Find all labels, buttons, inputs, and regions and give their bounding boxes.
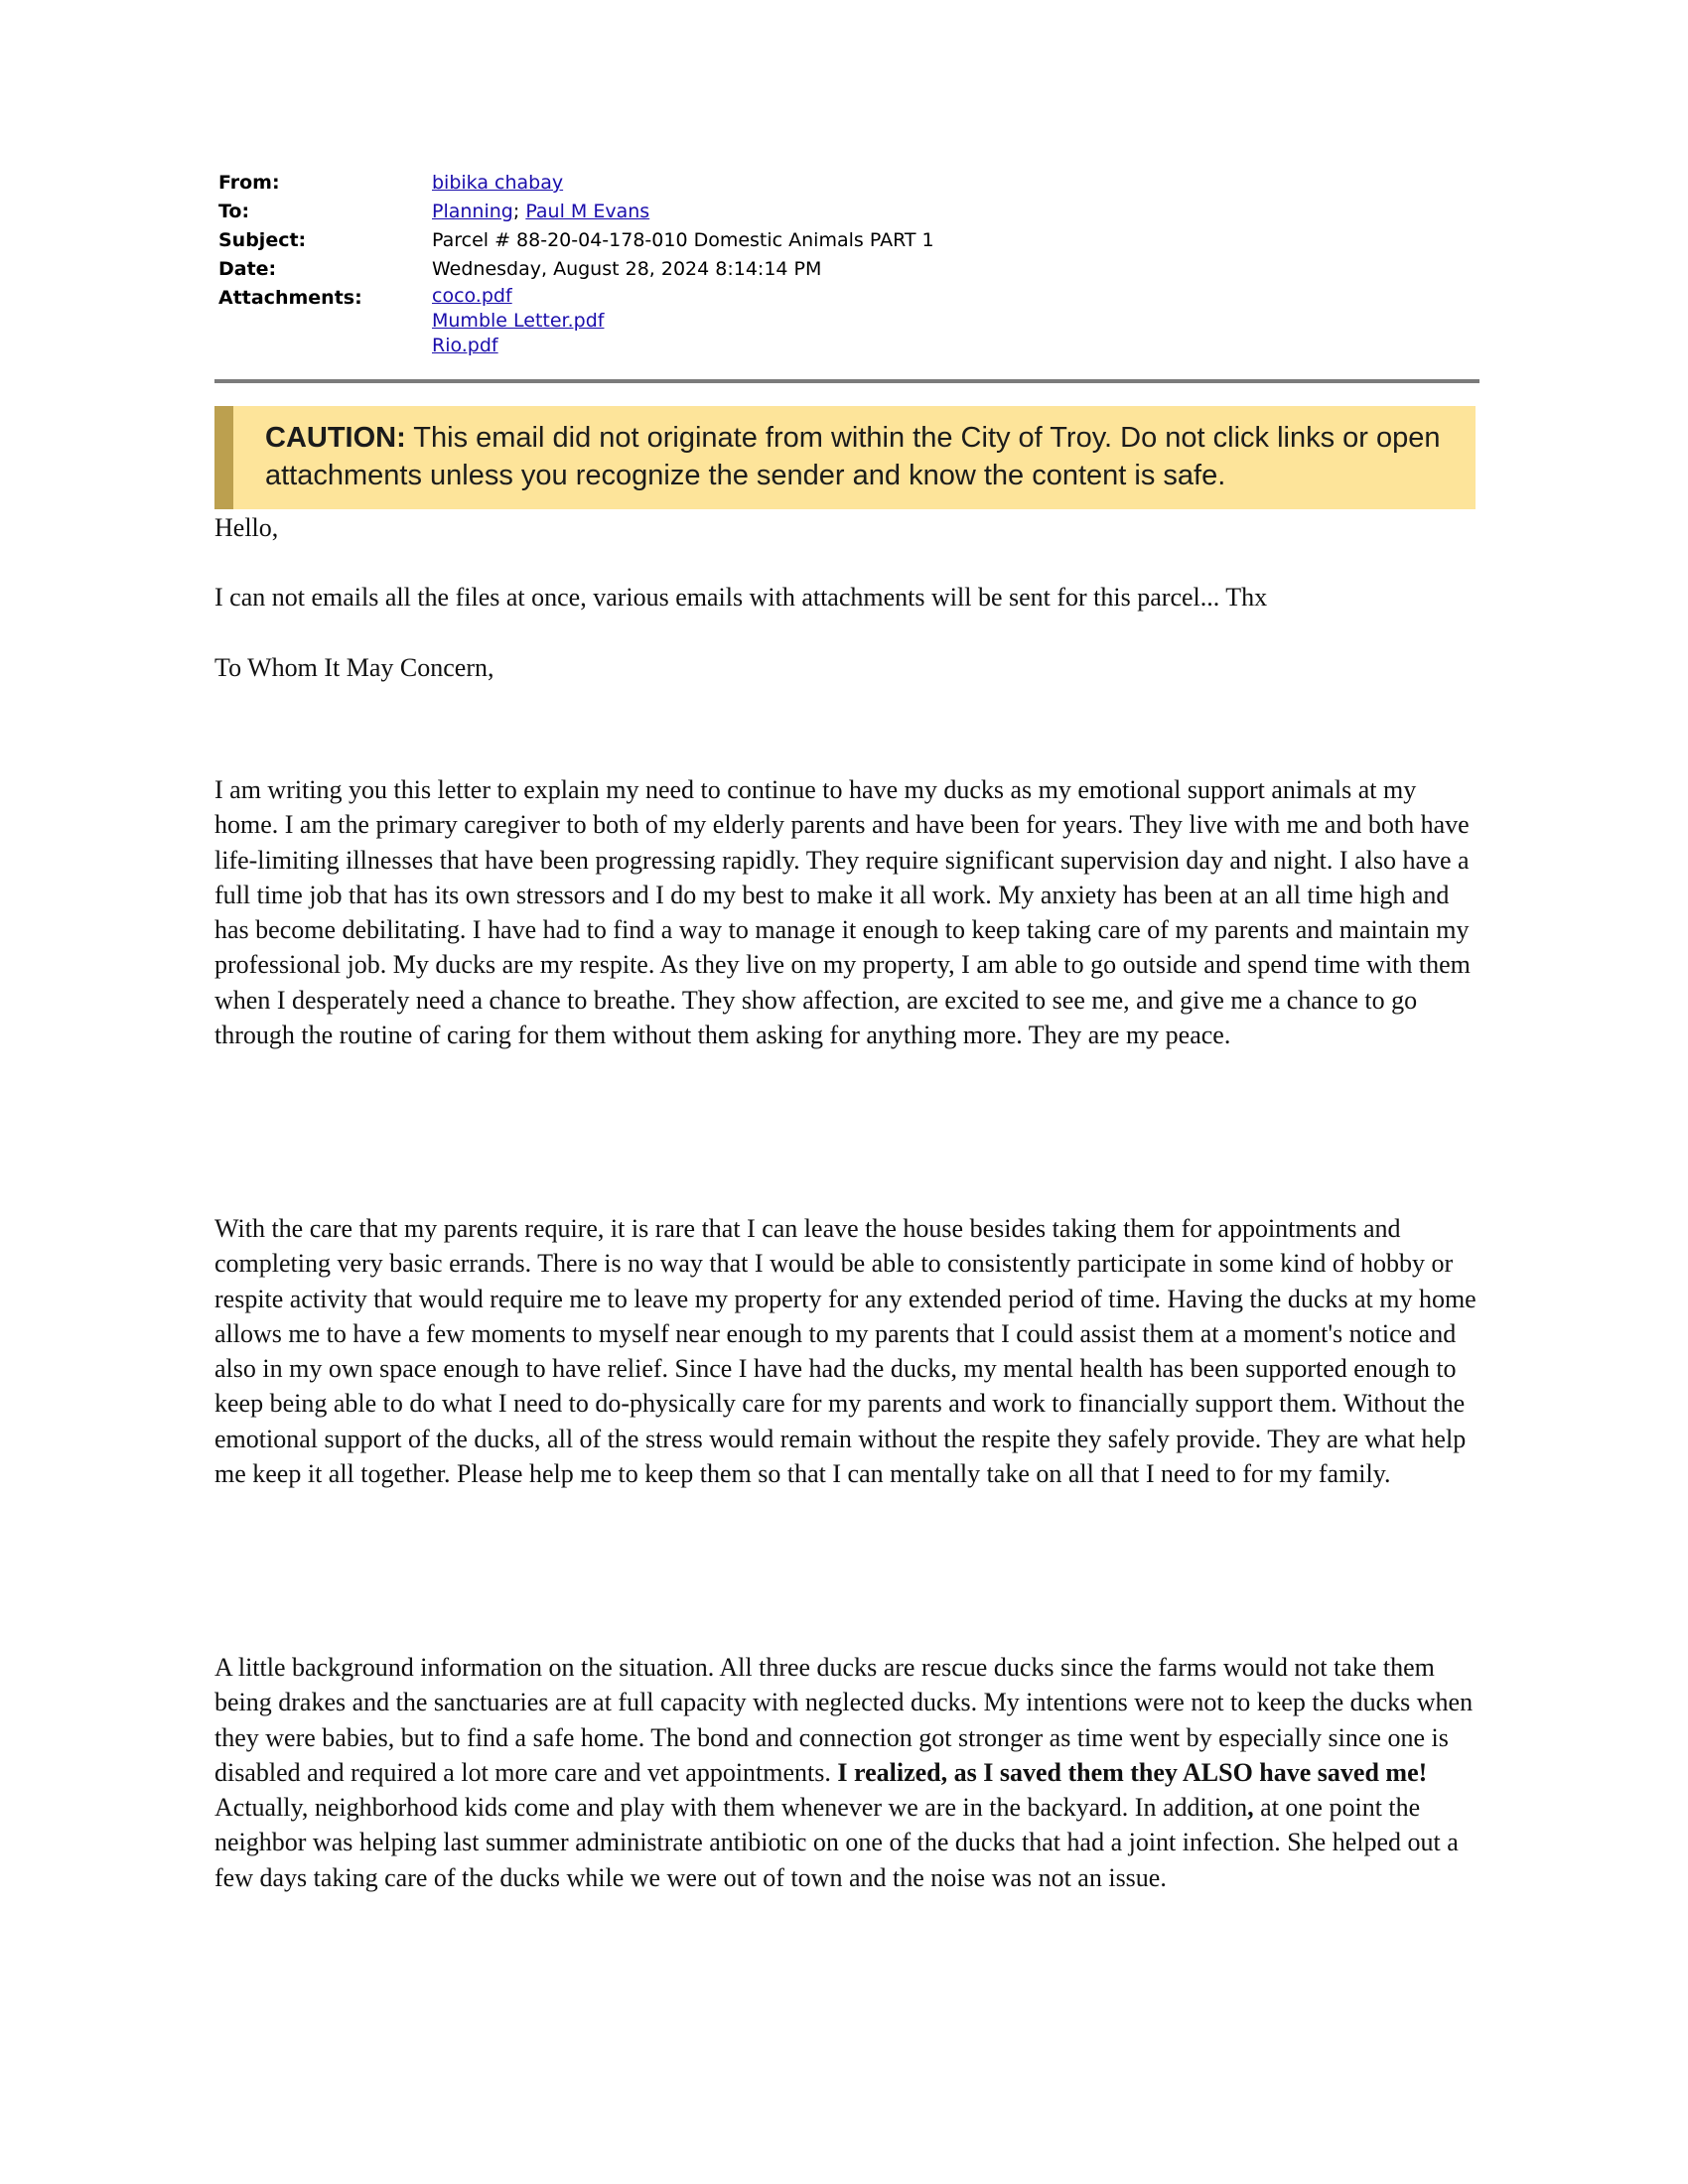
from-link[interactable]: bibika chabay: [432, 172, 564, 194]
salutation: To Whom It May Concern,: [214, 653, 494, 682]
letter-paragraph-1: I am writing you this letter to explain my need to continue to have my ducks as my emotional support animals at my home. I am the primary caregiver to both of my elderly parents and have been for years. They live with me and both have life-limiting illnesses that have been progressing rapidly. They require significant supervision day and night. I also have a full time job that has its own stressors and I do my best to make it all work. My anxiety has been at an all time high and has become debilitating. I have had to find a way to manage it enough to keep taking care of my parents and maintain my professional job. My ducks are my respite. As they live on my property, I am able to go outside and spend time with them when I desperately need a chance to breathe. They show affection, are excited to see me, and give me a chance to go through the routine of caring for them without them asking for anything more. They are my peace.: [214, 775, 1471, 1050]
caution-message: This email did not originate from within the City of Troy. Do not click links or open attachments unless you recognize the sender and know the content is safe.: [265, 422, 1441, 491]
subject-value: Parcel # 88-20-04-178-010 Domestic Animals PART 1: [432, 229, 934, 251]
date-label: Date:: [218, 258, 277, 280]
attachment-link[interactable]: Mumble Letter.pdf: [432, 310, 605, 332]
attachment-link[interactable]: coco.pdf: [432, 285, 512, 307]
paragraph-3-text-c: at one point the neighbor was helping last summer administrate antibiotic on one of the ducks that had a joint infection. She helped out a few days taking care of the ducks while we were out of town and the noise was not an issue.: [214, 1793, 1459, 1892]
files-note: I can not emails all the files at once, various emails with attachments will be sent for this parcel... Thx: [214, 583, 1268, 612]
to-label: To:: [218, 201, 250, 222]
from-row: [218, 169, 1479, 198]
paragraph-3-comma: ,: [1247, 1793, 1254, 1823]
to-separator: ;: [512, 201, 526, 222]
email-header: [218, 169, 1479, 358]
date-row: [218, 255, 1479, 284]
to-link-planning[interactable]: Planning: [432, 201, 513, 222]
subject-label: Subject:: [218, 229, 307, 251]
date-value: Wednesday, August 28, 2024 8:14:14 PM: [432, 258, 822, 280]
attachments-label: Attachments:: [218, 287, 362, 309]
header-divider: [214, 379, 1479, 383]
paragraph-3-text-b: Actually, neighborhood kids come and play with them whenever we are in the backyard. In addition: [214, 1793, 1248, 1823]
caution-label: CAUTION:: [265, 422, 406, 454]
letter-paragraph-3: [214, 1650, 1485, 1895]
greeting: Hello,: [214, 513, 279, 542]
attachments-row: [218, 284, 1479, 358]
letter-paragraph-2: With the care that my parents require, it is rare that I can leave the house besides taking them for appointments and completing very basic errands. There is no way that I would be able to consistently participate in some kind of hobby or respite activity that would require me to leave my property for any extended period of time. Having the ducks at my home allows me to have a few moments to myself near enough to my parents that I could assist them at a moment's notice and also in my own space enough to have relief. Since I have had the ducks, my mental health has been supported enough to keep being able to do what I need to do-physically care for my parents and work to financially support them. Without the emotional support of the ducks, all of the stress would remain without the respite they safely provide. They are what help me keep it all together. Please help me to keep them so that I can mentally take on all that I need to for my family.: [214, 1214, 1477, 1489]
paragraph-3-text-a: A little background information on the situation. All three ducks are rescue ducks since the farms would not take them being drakes and the sanctuaries are at full capacity with neglected ducks. My intentions were not to keep the ducks when they were babies, but to find a safe home. The bond and connection got stronger as time went by especially since one is disabled and required a lot more care and vet appointments.: [214, 1653, 1474, 1787]
to-row: [218, 198, 1479, 226]
caution-banner: [214, 406, 1476, 509]
caution-accent-bar: [214, 406, 233, 509]
paragraph-3-bold: I realized, as I saved them they ALSO have saved me!: [837, 1757, 1428, 1787]
caution-text: [265, 419, 1457, 494]
attachment-link[interactable]: Rio.pdf: [432, 335, 498, 356]
from-label: From:: [218, 172, 280, 194]
to-link-paul-evans[interactable]: Paul M Evans: [525, 201, 650, 222]
subject-row: [218, 226, 1479, 255]
